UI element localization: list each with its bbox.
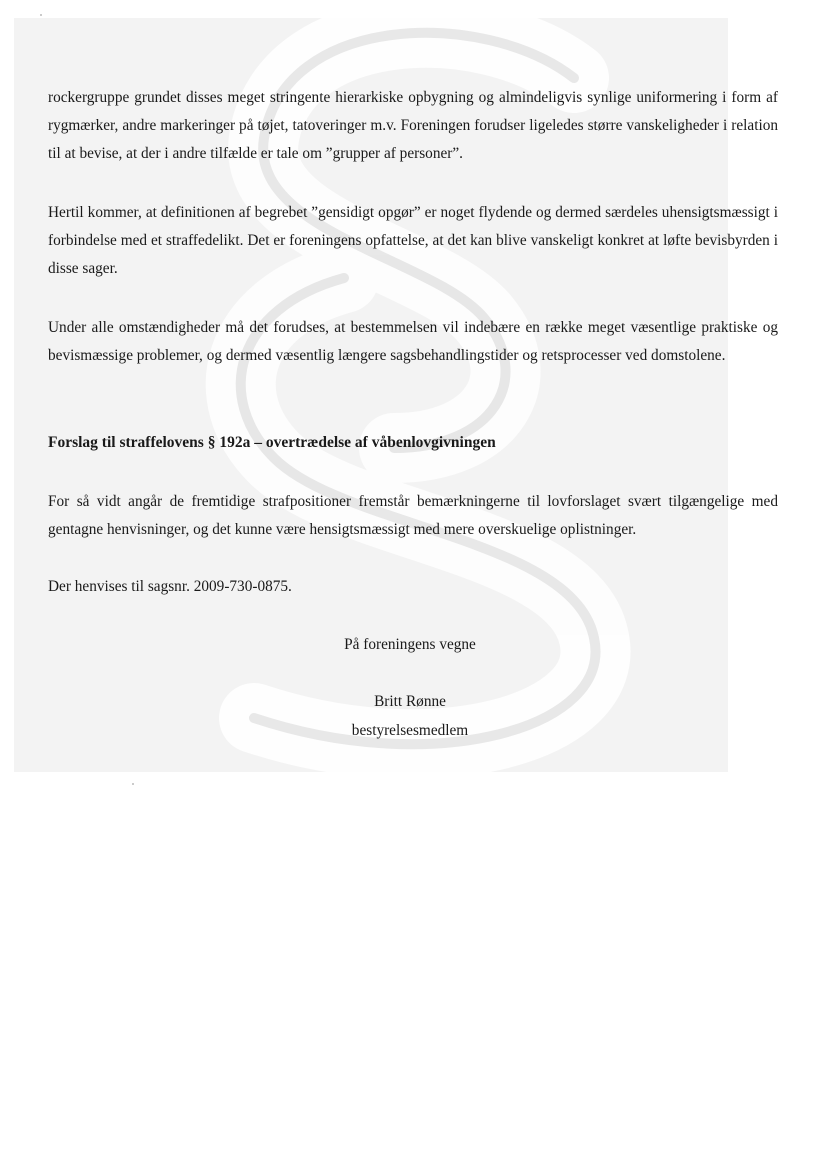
body-paragraph-2: Hertil kommer, at definitionen af begrebet ”gensidigt opgør” er noget flydende og dermed særdeles uhensigtsmæssigt i forbindelse med et straffedelikt. Det er foreningens opfattelse, at det kan blive vanskeligt konkret at løfte bevisbyrden i disse sager.: [48, 204, 778, 277]
signatory-name: Britt Rønne: [374, 693, 446, 710]
section-heading: Forslag til straffelovens § 192a – overtrædelse af våbenlovgivningen: [48, 434, 496, 451]
body-paragraph-1: rockergruppe grundet disses meget stringente hierarkiske opbygning og almindeligvis synlige uniformering i form af rygmærker, andre markeringer på tøjet, tatoveringer m.v. Foreningen forudser ligeledes større vanskeligheder i relation til at bevise, at der i andre tilfælde er tale om ”grupper af personer”.: [48, 89, 778, 162]
signoff-line: På foreningens vegne: [344, 636, 476, 653]
body-paragraph-3: Under alle omstændigheder må det forudses, at bestemmelsen vil indebære en række meget væsentlige praktiske og bevismæssige problemer, og dermed væsentlig længere sagsbehandlingstider og retsprocesser ved domstolene.: [48, 319, 778, 364]
section-paragraph: For så vidt angår de fremtidige strafpositioner fremstår bemærkningerne til lovforslaget svært tilgængelige med gentagne henvisninger, og det kunne være hensigtsmæssigt med mere overskuelige oplistninger.: [48, 493, 778, 538]
reference-line: Der henvises til sagsnr. 2009-730-0875.: [48, 578, 292, 595]
scan-speck: [132, 783, 134, 785]
scan-speck: [40, 14, 42, 16]
signatory-title: bestyrelsesmedlem: [351, 722, 469, 739]
